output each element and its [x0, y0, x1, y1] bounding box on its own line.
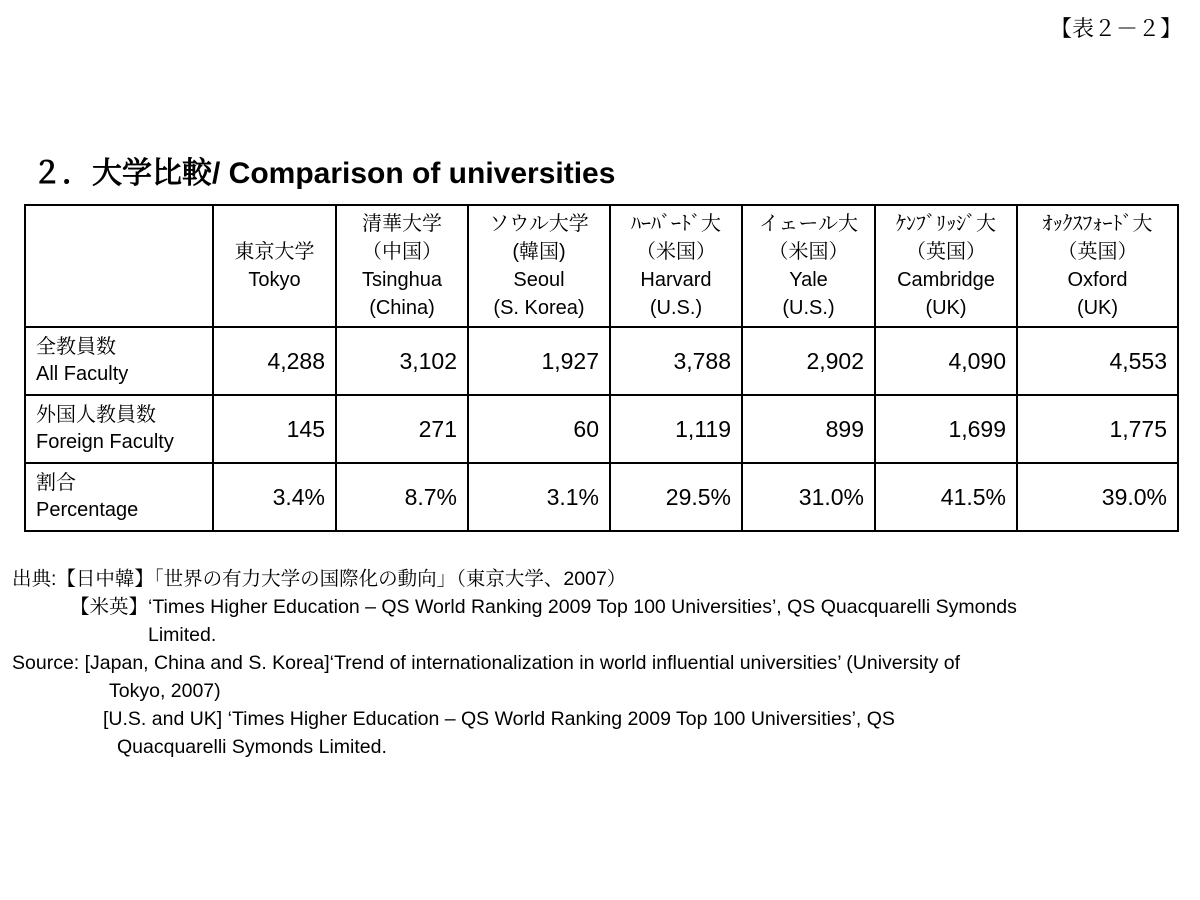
- table-cell: 3.1%: [468, 463, 610, 531]
- comparison-table: [24, 204, 1179, 532]
- source-note-ja-line3: Limited.: [148, 624, 217, 646]
- column-header-harvard: ﾊｰﾊﾞｰﾄﾞ大 （米国） Harvard (U.S.): [610, 205, 742, 327]
- table-cell: 4,288: [213, 327, 336, 395]
- table-cell: 8.7%: [336, 463, 468, 531]
- column-header-cambridge: ｹﾝﾌﾞﾘｯｼﾞ大 （英国） Cambridge (UK): [875, 205, 1017, 327]
- column-header-oxford: ｵｯｸｽﾌｫｰﾄﾞ大 （英国） Oxford (UK): [1017, 205, 1178, 327]
- table-row-all-faculty: [25, 327, 1178, 395]
- source-note-ja-line1: 出典:【日中韓】｢世界の有力大学の国際化の動向｣（東京大学、2007）: [12, 568, 627, 590]
- source-note-en-line1: Source: [Japan, China and S. Korea]‘Trend of internationalization in world influential universities’ (University of: [12, 652, 961, 674]
- table-cell: 1,119: [610, 395, 742, 463]
- table-cell: 60: [468, 395, 610, 463]
- table-cell: 1,775: [1017, 395, 1178, 463]
- table-cell: 899: [742, 395, 875, 463]
- source-note-en-line2: Tokyo, 2007): [109, 680, 221, 702]
- table-cell: 4,553: [1017, 327, 1178, 395]
- page-title: ２．大学比較/ Comparison of universities: [32, 157, 616, 190]
- corner-cell: [25, 205, 213, 327]
- table-header-row: [25, 205, 1178, 327]
- table-cell: 1,927: [468, 327, 610, 395]
- document-tag: 【表２－２】: [1049, 17, 1182, 42]
- table-cell: 3.4%: [213, 463, 336, 531]
- table-row-foreign-faculty: [25, 395, 1178, 463]
- table-cell: 3,102: [336, 327, 468, 395]
- row-label-all-faculty: 全教員数 All Faculty: [25, 327, 213, 395]
- column-header-tsinghua: 清華大学 （中国） Tsinghua (China): [336, 205, 468, 327]
- table-cell: 29.5%: [610, 463, 742, 531]
- table-cell: 1,699: [875, 395, 1017, 463]
- source-note-ja-line2: 【米英】‘Times Higher Education – QS World Ranking 2009 Top 100 Universities’, QS Quacquarelli Symonds: [70, 596, 1017, 618]
- source-note-en-line3: [U.S. and UK] ‘Times Higher Education – QS World Ranking 2009 Top 100 Universities’, QS: [103, 708, 895, 730]
- source-notes: [12, 565, 1192, 761]
- table-cell: 2,902: [742, 327, 875, 395]
- table-cell: 39.0%: [1017, 463, 1178, 531]
- table-row-percentage: [25, 463, 1178, 531]
- row-label-percentage: 割合 Percentage: [25, 463, 213, 531]
- table-cell: 3,788: [610, 327, 742, 395]
- source-note-en-line4: Quacquarelli Symonds Limited.: [117, 736, 387, 758]
- row-label-foreign-faculty: 外国人教員数 Foreign Faculty: [25, 395, 213, 463]
- column-header-tokyo: 東京大学 Tokyo: [213, 205, 336, 327]
- column-header-yale: イェール大 （米国） Yale (U.S.): [742, 205, 875, 327]
- column-header-seoul: ソウル大学 (韓国) Seoul (S. Korea): [468, 205, 610, 327]
- table-cell: 4,090: [875, 327, 1017, 395]
- table-cell: 145: [213, 395, 336, 463]
- table-cell: 271: [336, 395, 468, 463]
- table-cell: 31.0%: [742, 463, 875, 531]
- table-cell: 41.5%: [875, 463, 1017, 531]
